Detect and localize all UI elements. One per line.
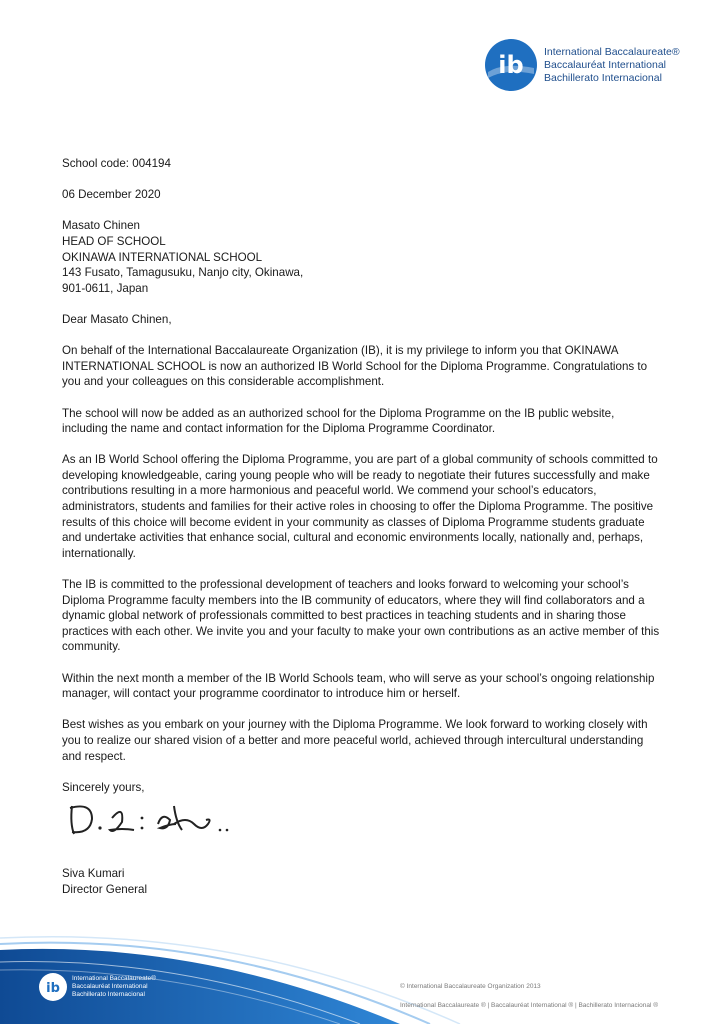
footer-logo-letters: ib xyxy=(46,981,60,996)
org-name-fr: Baccalauréat International xyxy=(544,58,666,71)
org-name-es: Bachillerato Internacional xyxy=(544,71,662,84)
signer-name: Siva Kumari xyxy=(62,867,125,880)
footer-names xyxy=(72,975,156,999)
closing: Sincerely yours, xyxy=(62,780,145,794)
org-name-en: International Baccalaureate® xyxy=(544,45,680,58)
salutation: Dear Masato Chinen, xyxy=(62,312,172,326)
signer-title: Director General xyxy=(62,882,148,896)
paragraph-authorization: On behalf of the International Baccalaureate Organization (IB), it is my privilege to inform you that OKINAWA INTERNATIONAL SCHOOL is now an authorized IB World School for the Diploma Programme. Congratulations to you and your colleagues on this considerable accomplishment. xyxy=(62,344,648,389)
recipient-name: Masato Chinen xyxy=(62,219,140,233)
copyright-notice: © International Baccalaureate Organization 2013 xyxy=(400,983,541,990)
ib-logo-icon xyxy=(484,38,538,92)
footer-ib-logo-icon xyxy=(38,972,68,1002)
footer-logo xyxy=(38,972,156,1002)
letter-date: 06 December 2020 xyxy=(62,188,161,202)
paragraph-contact: Within the next month a member of the IB World Schools team, who will serve as your school’s ongoing relationship manager, will contact your programme coordinator to introduce him or herself. xyxy=(62,671,655,701)
letter-body xyxy=(62,156,662,811)
footer-name-fr: Baccalauréat International xyxy=(72,983,148,990)
paragraph-wishes: Best wishes as you embark on your journey with the Diploma Programme. We look forward to working closely with you to realize our shared vision of a better and more peaceful world, achieved through intercultural understanding and respect. xyxy=(62,718,648,763)
paragraph-website: The school will now be added as an authorized school for the Diploma Programme on the IB public website, including the name and contact information for the Diploma Programme Coordinator. xyxy=(62,406,615,436)
footer-name-es: Bachillerato Internacional xyxy=(72,991,145,998)
paragraph-development: The IB is committed to the professional development of teachers and looks forward to welcoming your school’s Diploma Programme faculty members into the IB community of educators, where they will find collaborators and a dynamic global network of professionals committed to best practices in teaching students and in sharing those practices with each other. We invite you and your faculty to make your own contributions as an active member of this community. xyxy=(62,578,660,654)
logo-letters: ib xyxy=(498,51,524,79)
recipient-street: 143 Fusato, Tamagusuku, Nanjo city, Okinawa, xyxy=(62,266,304,280)
recipient-school: OKINAWA INTERNATIONAL SCHOOL xyxy=(62,250,263,264)
paragraph-community: As an IB World School offering the Diploma Programme, you are part of a global community of schools committed to developing knowledgeable, caring young people who will be ready to negotiate their futures successfully and make contributions resulting in a more harmonious and peaceful world. We commend your school’s educators, administrators, students and families for their active roles in choosing to offer the Diploma Programme. The positive results of this choice will become evident in your community as classes of Diploma Programme students graduate and undertake activities that enhance social, cultural and economic environments locally, nationally and, perhaps, internationally. xyxy=(62,453,658,560)
recipient-postcode: 901-0611, Japan xyxy=(62,281,149,295)
letterhead xyxy=(484,38,680,92)
school-code: School code: 004194 xyxy=(62,157,171,170)
signature-image xyxy=(62,794,242,844)
signer-block xyxy=(62,866,147,897)
recipient-address xyxy=(62,218,662,296)
footer-language-names: International Baccalaureate ® | Baccalauréat International ® | Bachillerato Internacional ® xyxy=(400,1002,659,1009)
recipient-title: HEAD OF SCHOOL xyxy=(62,234,166,248)
letterhead-names xyxy=(544,46,680,85)
footer-name-en: International Baccalaureate® xyxy=(72,975,156,982)
